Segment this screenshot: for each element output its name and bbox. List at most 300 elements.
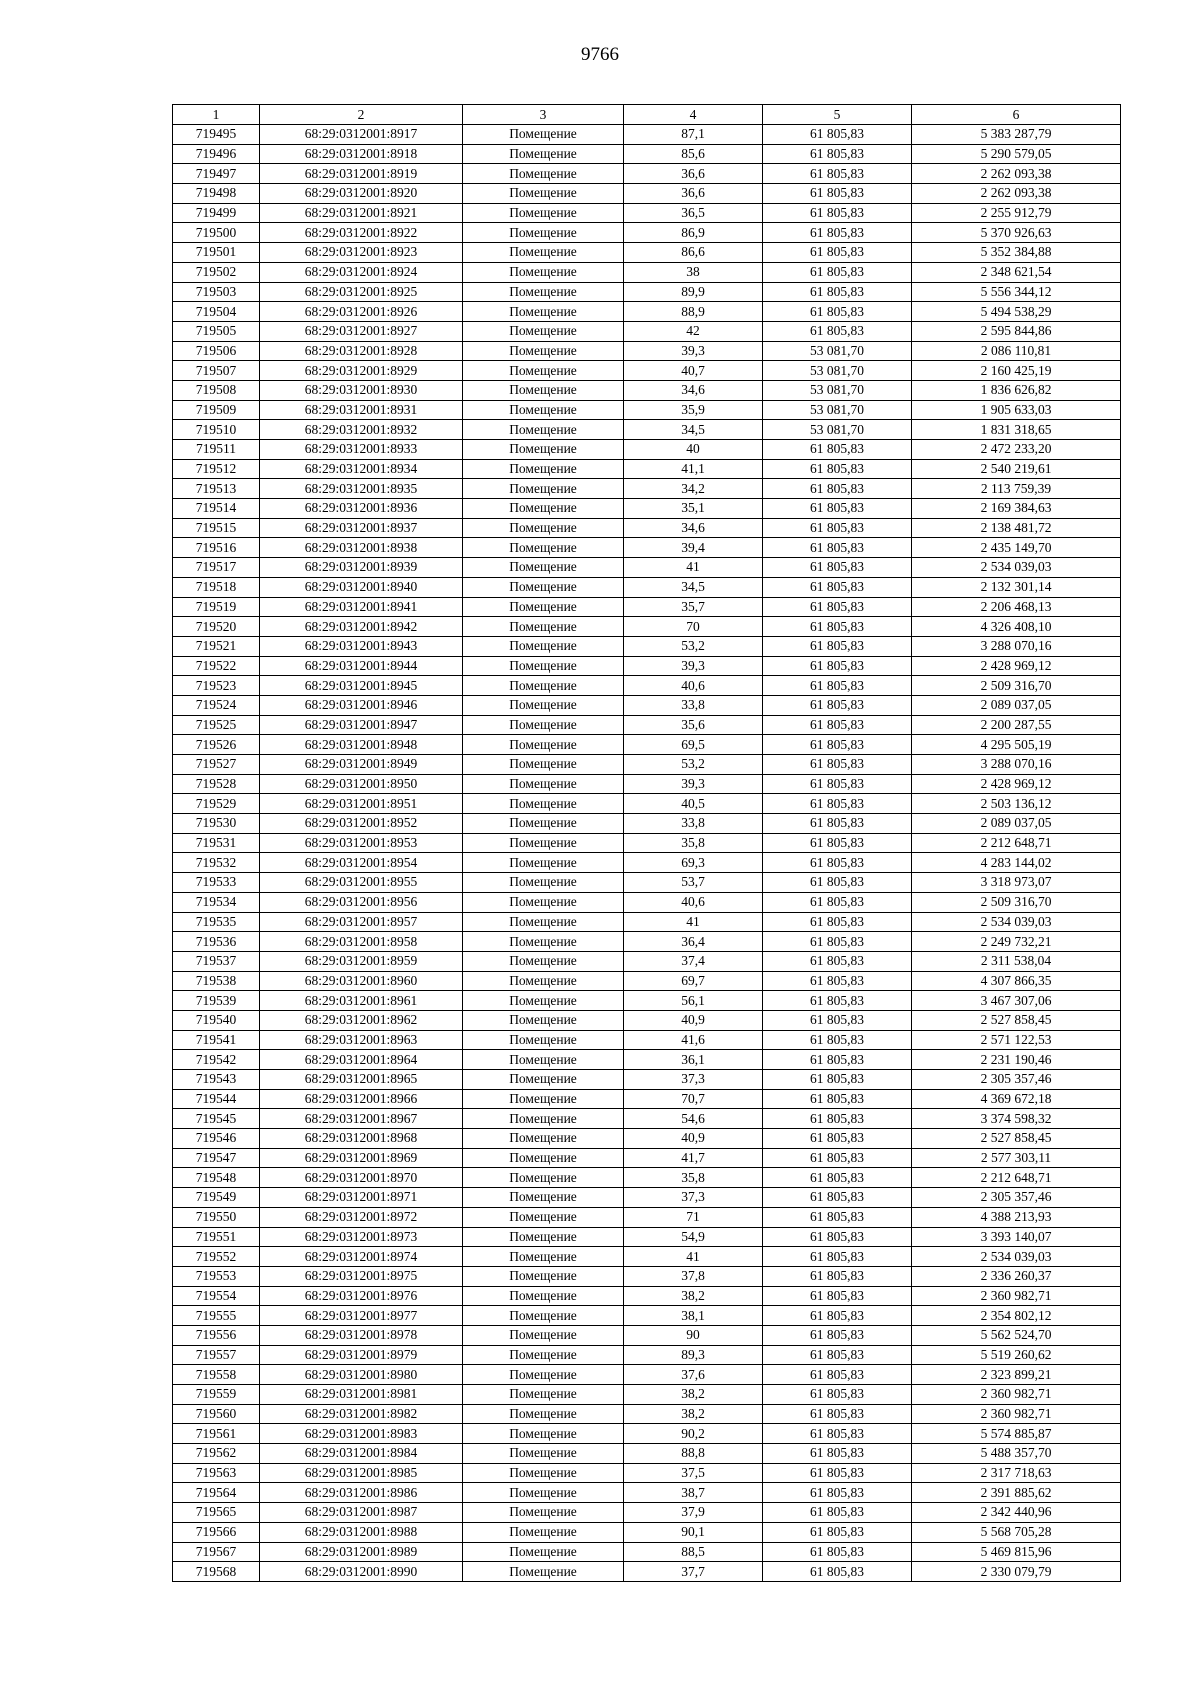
object-type-cell: Помещение bbox=[463, 420, 624, 440]
area-cell: 38,2 bbox=[624, 1286, 763, 1306]
cadastral-value-cell: 2 206 468,13 bbox=[912, 597, 1121, 617]
table-row bbox=[173, 1385, 1121, 1405]
table-row bbox=[173, 243, 1121, 263]
area-cell: 88,8 bbox=[624, 1444, 763, 1464]
table-row bbox=[173, 1286, 1121, 1306]
row-number-cell: 719551 bbox=[173, 1227, 260, 1247]
area-cell: 39,3 bbox=[624, 774, 763, 794]
cadastral-value-cell: 2 231 190,46 bbox=[912, 1050, 1121, 1070]
area-cell: 35,1 bbox=[624, 499, 763, 519]
table-row bbox=[173, 1325, 1121, 1345]
object-type-cell: Помещение bbox=[463, 695, 624, 715]
area-cell: 35,8 bbox=[624, 1168, 763, 1188]
area-cell: 89,3 bbox=[624, 1345, 763, 1365]
table-row bbox=[173, 735, 1121, 755]
cadastral-value-cell: 2 317 718,63 bbox=[912, 1463, 1121, 1483]
cadastral-value-cell: 2 354 802,12 bbox=[912, 1306, 1121, 1326]
cadastral-value-cell: 5 290 579,05 bbox=[912, 144, 1121, 164]
table-row bbox=[173, 499, 1121, 519]
cadastral-number-cell: 68:29:0312001:8971 bbox=[260, 1188, 463, 1208]
object-type-cell: Помещение bbox=[463, 558, 624, 578]
table-row bbox=[173, 1483, 1121, 1503]
cadastral-value-cell: 5 370 926,63 bbox=[912, 223, 1121, 243]
unit-value-cell: 61 805,83 bbox=[763, 164, 912, 184]
table-row bbox=[173, 676, 1121, 696]
area-cell: 38 bbox=[624, 262, 763, 282]
unit-value-cell: 61 805,83 bbox=[763, 1010, 912, 1030]
cadastral-value-cell: 2 132 301,14 bbox=[912, 577, 1121, 597]
object-type-cell: Помещение bbox=[463, 1562, 624, 1582]
unit-value-cell: 61 805,83 bbox=[763, 1266, 912, 1286]
cadastral-number-cell: 68:29:0312001:8918 bbox=[260, 144, 463, 164]
object-type-cell: Помещение bbox=[463, 1483, 624, 1503]
cadastral-value-cell: 2 503 136,12 bbox=[912, 794, 1121, 814]
object-type-cell: Помещение bbox=[463, 1129, 624, 1149]
cadastral-number-cell: 68:29:0312001:8945 bbox=[260, 676, 463, 696]
area-cell: 41 bbox=[624, 1247, 763, 1267]
row-number-cell: 719558 bbox=[173, 1365, 260, 1385]
unit-value-cell: 61 805,83 bbox=[763, 755, 912, 775]
table-row bbox=[173, 1207, 1121, 1227]
cadastral-value-cell: 3 288 070,16 bbox=[912, 755, 1121, 775]
row-number-cell: 719550 bbox=[173, 1207, 260, 1227]
table-row bbox=[173, 144, 1121, 164]
area-cell: 34,5 bbox=[624, 577, 763, 597]
row-number-cell: 719565 bbox=[173, 1503, 260, 1523]
table-row bbox=[173, 577, 1121, 597]
table-row bbox=[173, 991, 1121, 1011]
object-type-cell: Помещение bbox=[463, 282, 624, 302]
object-type-cell: Помещение bbox=[463, 1227, 624, 1247]
object-type-cell: Помещение bbox=[463, 125, 624, 145]
unit-value-cell: 61 805,83 bbox=[763, 1030, 912, 1050]
row-number-cell: 719559 bbox=[173, 1385, 260, 1405]
table-row bbox=[173, 755, 1121, 775]
table-row bbox=[173, 459, 1121, 479]
row-number-cell: 719502 bbox=[173, 262, 260, 282]
row-number-cell: 719496 bbox=[173, 144, 260, 164]
area-cell: 88,9 bbox=[624, 302, 763, 322]
table-row bbox=[173, 1148, 1121, 1168]
area-cell: 86,6 bbox=[624, 243, 763, 263]
table-row bbox=[173, 1070, 1121, 1090]
unit-value-cell: 61 805,83 bbox=[763, 1325, 912, 1345]
row-number-cell: 719537 bbox=[173, 951, 260, 971]
unit-value-cell: 61 805,83 bbox=[763, 1227, 912, 1247]
object-type-cell: Помещение bbox=[463, 1286, 624, 1306]
row-number-cell: 719513 bbox=[173, 479, 260, 499]
area-cell: 37,8 bbox=[624, 1266, 763, 1286]
cadastral-number-cell: 68:29:0312001:8967 bbox=[260, 1109, 463, 1129]
area-cell: 70,7 bbox=[624, 1089, 763, 1109]
row-number-cell: 719541 bbox=[173, 1030, 260, 1050]
unit-value-cell: 61 805,83 bbox=[763, 991, 912, 1011]
table-row bbox=[173, 380, 1121, 400]
cadastral-number-cell: 68:29:0312001:8966 bbox=[260, 1089, 463, 1109]
cadastral-value-cell: 4 369 672,18 bbox=[912, 1089, 1121, 1109]
cadastral-value-cell: 3 393 140,07 bbox=[912, 1227, 1121, 1247]
object-type-cell: Помещение bbox=[463, 951, 624, 971]
area-cell: 37,5 bbox=[624, 1463, 763, 1483]
cadastral-number-cell: 68:29:0312001:8933 bbox=[260, 440, 463, 460]
row-number-cell: 719499 bbox=[173, 203, 260, 223]
area-cell: 54,6 bbox=[624, 1109, 763, 1129]
cadastral-number-cell: 68:29:0312001:8928 bbox=[260, 341, 463, 361]
cadastral-number-cell: 68:29:0312001:8948 bbox=[260, 735, 463, 755]
unit-value-cell: 61 805,83 bbox=[763, 302, 912, 322]
cadastral-value-cell: 4 388 213,93 bbox=[912, 1207, 1121, 1227]
object-type-cell: Помещение bbox=[463, 1345, 624, 1365]
object-type-cell: Помещение bbox=[463, 1365, 624, 1385]
table-row bbox=[173, 361, 1121, 381]
row-number-cell: 719520 bbox=[173, 617, 260, 637]
cadastral-number-cell: 68:29:0312001:8957 bbox=[260, 912, 463, 932]
cadastral-number-cell: 68:29:0312001:8939 bbox=[260, 558, 463, 578]
unit-value-cell: 61 805,83 bbox=[763, 814, 912, 834]
cadastral-number-cell: 68:29:0312001:8988 bbox=[260, 1522, 463, 1542]
object-type-cell: Помещение bbox=[463, 262, 624, 282]
cadastral-number-cell: 68:29:0312001:8943 bbox=[260, 636, 463, 656]
object-type-cell: Помещение bbox=[463, 321, 624, 341]
table-body bbox=[173, 125, 1121, 1582]
unit-value-cell: 61 805,83 bbox=[763, 1522, 912, 1542]
table-row bbox=[173, 558, 1121, 578]
area-cell: 36,6 bbox=[624, 184, 763, 204]
cadastral-number-cell: 68:29:0312001:8960 bbox=[260, 971, 463, 991]
unit-value-cell: 61 805,83 bbox=[763, 518, 912, 538]
object-type-cell: Помещение bbox=[463, 361, 624, 381]
unit-value-cell: 61 805,83 bbox=[763, 203, 912, 223]
table-row bbox=[173, 1050, 1121, 1070]
unit-value-cell: 61 805,83 bbox=[763, 1385, 912, 1405]
area-cell: 71 bbox=[624, 1207, 763, 1227]
area-cell: 69,7 bbox=[624, 971, 763, 991]
area-cell: 69,5 bbox=[624, 735, 763, 755]
cadastral-value-cell: 5 469 815,96 bbox=[912, 1542, 1121, 1562]
cadastral-value-cell: 2 212 648,71 bbox=[912, 833, 1121, 853]
object-type-cell: Помещение bbox=[463, 715, 624, 735]
row-number-cell: 719507 bbox=[173, 361, 260, 381]
object-type-cell: Помещение bbox=[463, 1070, 624, 1090]
area-cell: 33,8 bbox=[624, 814, 763, 834]
table-row bbox=[173, 932, 1121, 952]
unit-value-cell: 61 805,83 bbox=[763, 656, 912, 676]
cadastral-value-cell: 1 905 633,03 bbox=[912, 400, 1121, 420]
cadastral-number-cell: 68:29:0312001:8976 bbox=[260, 1286, 463, 1306]
object-type-cell: Помещение bbox=[463, 302, 624, 322]
unit-value-cell: 61 805,83 bbox=[763, 125, 912, 145]
cadastral-number-cell: 68:29:0312001:8952 bbox=[260, 814, 463, 834]
table-row bbox=[173, 1463, 1121, 1483]
object-type-cell: Помещение bbox=[463, 380, 624, 400]
row-number-cell: 719524 bbox=[173, 695, 260, 715]
cadastral-number-cell: 68:29:0312001:8927 bbox=[260, 321, 463, 341]
object-type-cell: Помещение bbox=[463, 991, 624, 1011]
object-type-cell: Помещение bbox=[463, 794, 624, 814]
row-number-cell: 719554 bbox=[173, 1286, 260, 1306]
row-number-cell: 719533 bbox=[173, 873, 260, 893]
cadastral-number-cell: 68:29:0312001:8968 bbox=[260, 1129, 463, 1149]
area-cell: 53,2 bbox=[624, 755, 763, 775]
table-row bbox=[173, 814, 1121, 834]
object-type-cell: Помещение bbox=[463, 164, 624, 184]
object-type-cell: Помещение bbox=[463, 1207, 624, 1227]
table-row bbox=[173, 400, 1121, 420]
area-cell: 53,7 bbox=[624, 873, 763, 893]
area-cell: 90,1 bbox=[624, 1522, 763, 1542]
cadastral-value-cell: 2 391 885,62 bbox=[912, 1483, 1121, 1503]
table-row bbox=[173, 1522, 1121, 1542]
cadastral-number-cell: 68:29:0312001:8932 bbox=[260, 420, 463, 440]
unit-value-cell: 61 805,83 bbox=[763, 912, 912, 932]
unit-value-cell: 61 805,83 bbox=[763, 1542, 912, 1562]
row-number-cell: 719557 bbox=[173, 1345, 260, 1365]
cadastral-number-cell: 68:29:0312001:8944 bbox=[260, 656, 463, 676]
cadastral-number-cell: 68:29:0312001:8919 bbox=[260, 164, 463, 184]
cadastral-value-cell: 2 435 149,70 bbox=[912, 538, 1121, 558]
table-row bbox=[173, 597, 1121, 617]
table-row bbox=[173, 695, 1121, 715]
unit-value-cell: 61 805,83 bbox=[763, 597, 912, 617]
cadastral-value-cell: 5 568 705,28 bbox=[912, 1522, 1121, 1542]
row-number-cell: 719500 bbox=[173, 223, 260, 243]
object-type-cell: Помещение bbox=[463, 577, 624, 597]
object-type-cell: Помещение bbox=[463, 735, 624, 755]
table-row bbox=[173, 1404, 1121, 1424]
row-number-cell: 719535 bbox=[173, 912, 260, 932]
cadastral-number-cell: 68:29:0312001:8926 bbox=[260, 302, 463, 322]
row-number-cell: 719555 bbox=[173, 1306, 260, 1326]
cadastral-number-cell: 68:29:0312001:8972 bbox=[260, 1207, 463, 1227]
cadastral-number-cell: 68:29:0312001:8977 bbox=[260, 1306, 463, 1326]
unit-value-cell: 61 805,83 bbox=[763, 1109, 912, 1129]
unit-value-cell: 61 805,83 bbox=[763, 1365, 912, 1385]
object-type-cell: Помещение bbox=[463, 1385, 624, 1405]
area-cell: 90,2 bbox=[624, 1424, 763, 1444]
cadastral-value-cell: 2 169 384,63 bbox=[912, 499, 1121, 519]
table-row bbox=[173, 538, 1121, 558]
row-number-cell: 719506 bbox=[173, 341, 260, 361]
area-cell: 36,5 bbox=[624, 203, 763, 223]
cadastral-value-cell: 2 086 110,81 bbox=[912, 341, 1121, 361]
area-cell: 38,7 bbox=[624, 1483, 763, 1503]
object-type-cell: Помещение bbox=[463, 440, 624, 460]
object-type-cell: Помещение bbox=[463, 1247, 624, 1267]
area-cell: 33,8 bbox=[624, 695, 763, 715]
table-row bbox=[173, 1503, 1121, 1523]
cadastral-number-cell: 68:29:0312001:8917 bbox=[260, 125, 463, 145]
table-row bbox=[173, 1247, 1121, 1267]
area-cell: 35,8 bbox=[624, 833, 763, 853]
unit-value-cell: 61 805,83 bbox=[763, 282, 912, 302]
table-row bbox=[173, 1010, 1121, 1030]
cadastral-value-cell: 2 212 648,71 bbox=[912, 1168, 1121, 1188]
area-cell: 54,9 bbox=[624, 1227, 763, 1247]
column-header-6: 6 bbox=[912, 105, 1121, 125]
table-row bbox=[173, 774, 1121, 794]
cadastral-number-cell: 68:29:0312001:8955 bbox=[260, 873, 463, 893]
unit-value-cell: 61 805,83 bbox=[763, 479, 912, 499]
cadastral-value-cell: 2 089 037,05 bbox=[912, 695, 1121, 715]
table-row bbox=[173, 1030, 1121, 1050]
row-number-cell: 719561 bbox=[173, 1424, 260, 1444]
row-number-cell: 719527 bbox=[173, 755, 260, 775]
object-type-cell: Помещение bbox=[463, 1188, 624, 1208]
cadastral-number-cell: 68:29:0312001:8922 bbox=[260, 223, 463, 243]
column-header-3: 3 bbox=[463, 105, 624, 125]
cadastral-value-cell: 5 494 538,29 bbox=[912, 302, 1121, 322]
row-number-cell: 719544 bbox=[173, 1089, 260, 1109]
table-row bbox=[173, 1089, 1121, 1109]
cadastral-value-cell: 2 527 858,45 bbox=[912, 1129, 1121, 1149]
cadastral-value-cell: 2 360 982,71 bbox=[912, 1286, 1121, 1306]
cadastral-value-cell: 2 311 538,04 bbox=[912, 951, 1121, 971]
unit-value-cell: 53 081,70 bbox=[763, 380, 912, 400]
cadastral-value-cell: 2 262 093,38 bbox=[912, 184, 1121, 204]
table-row bbox=[173, 1188, 1121, 1208]
cadastral-number-cell: 68:29:0312001:8970 bbox=[260, 1168, 463, 1188]
unit-value-cell: 61 805,83 bbox=[763, 636, 912, 656]
object-type-cell: Помещение bbox=[463, 1306, 624, 1326]
column-header-4: 4 bbox=[624, 105, 763, 125]
area-cell: 37,3 bbox=[624, 1070, 763, 1090]
unit-value-cell: 61 805,83 bbox=[763, 1483, 912, 1503]
unit-value-cell: 61 805,83 bbox=[763, 951, 912, 971]
area-cell: 37,9 bbox=[624, 1503, 763, 1523]
unit-value-cell: 61 805,83 bbox=[763, 558, 912, 578]
unit-value-cell: 61 805,83 bbox=[763, 1503, 912, 1523]
area-cell: 41,7 bbox=[624, 1148, 763, 1168]
area-cell: 36,1 bbox=[624, 1050, 763, 1070]
cadastral-value-cell: 2 249 732,21 bbox=[912, 932, 1121, 952]
cadastral-number-cell: 68:29:0312001:8958 bbox=[260, 932, 463, 952]
unit-value-cell: 53 081,70 bbox=[763, 420, 912, 440]
cadastral-value-cell: 3 374 598,32 bbox=[912, 1109, 1121, 1129]
cadastral-number-cell: 68:29:0312001:8986 bbox=[260, 1483, 463, 1503]
cadastral-number-cell: 68:29:0312001:8930 bbox=[260, 380, 463, 400]
row-number-cell: 719563 bbox=[173, 1463, 260, 1483]
table-row bbox=[173, 518, 1121, 538]
cadastral-value-cell: 4 283 144,02 bbox=[912, 853, 1121, 873]
area-cell: 56,1 bbox=[624, 991, 763, 1011]
area-cell: 34,5 bbox=[624, 420, 763, 440]
object-type-cell: Помещение bbox=[463, 636, 624, 656]
table-row bbox=[173, 203, 1121, 223]
cadastral-value-cell: 5 574 885,87 bbox=[912, 1424, 1121, 1444]
unit-value-cell: 61 805,83 bbox=[763, 1404, 912, 1424]
object-type-cell: Помещение bbox=[463, 243, 624, 263]
table-header bbox=[173, 105, 1121, 125]
unit-value-cell: 61 805,83 bbox=[763, 321, 912, 341]
cadastral-value-cell: 2 305 357,46 bbox=[912, 1188, 1121, 1208]
cadastral-number-cell: 68:29:0312001:8981 bbox=[260, 1385, 463, 1405]
object-type-cell: Помещение bbox=[463, 144, 624, 164]
table-row bbox=[173, 282, 1121, 302]
table-row bbox=[173, 262, 1121, 282]
row-number-cell: 719511 bbox=[173, 440, 260, 460]
cadastral-value-cell: 2 428 969,12 bbox=[912, 774, 1121, 794]
row-number-cell: 719567 bbox=[173, 1542, 260, 1562]
unit-value-cell: 53 081,70 bbox=[763, 341, 912, 361]
cadastral-number-cell: 68:29:0312001:8980 bbox=[260, 1365, 463, 1385]
unit-value-cell: 61 805,83 bbox=[763, 1168, 912, 1188]
cadastral-value-cell: 2 360 982,71 bbox=[912, 1404, 1121, 1424]
object-type-cell: Помещение bbox=[463, 892, 624, 912]
object-type-cell: Помещение bbox=[463, 656, 624, 676]
unit-value-cell: 61 805,83 bbox=[763, 853, 912, 873]
row-number-cell: 719503 bbox=[173, 282, 260, 302]
object-type-cell: Помещение bbox=[463, 853, 624, 873]
unit-value-cell: 61 805,83 bbox=[763, 459, 912, 479]
cadastral-number-cell: 68:29:0312001:8964 bbox=[260, 1050, 463, 1070]
cadastral-number-cell: 68:29:0312001:8947 bbox=[260, 715, 463, 735]
unit-value-cell: 61 805,83 bbox=[763, 223, 912, 243]
object-type-cell: Помещение bbox=[463, 1424, 624, 1444]
registry-table bbox=[172, 104, 1121, 1582]
object-type-cell: Помещение bbox=[463, 1463, 624, 1483]
cadastral-number-cell: 68:29:0312001:8969 bbox=[260, 1148, 463, 1168]
unit-value-cell: 61 805,83 bbox=[763, 1148, 912, 1168]
area-cell: 38,2 bbox=[624, 1404, 763, 1424]
cadastral-number-cell: 68:29:0312001:8954 bbox=[260, 853, 463, 873]
row-number-cell: 719522 bbox=[173, 656, 260, 676]
area-cell: 39,3 bbox=[624, 341, 763, 361]
table-row bbox=[173, 1542, 1121, 1562]
cadastral-value-cell: 5 352 384,88 bbox=[912, 243, 1121, 263]
area-cell: 40,5 bbox=[624, 794, 763, 814]
area-cell: 40,9 bbox=[624, 1129, 763, 1149]
unit-value-cell: 53 081,70 bbox=[763, 400, 912, 420]
cadastral-value-cell: 2 138 481,72 bbox=[912, 518, 1121, 538]
cadastral-value-cell: 2 527 858,45 bbox=[912, 1010, 1121, 1030]
cadastral-number-cell: 68:29:0312001:8965 bbox=[260, 1070, 463, 1090]
row-number-cell: 719509 bbox=[173, 400, 260, 420]
table-row bbox=[173, 833, 1121, 853]
unit-value-cell: 61 805,83 bbox=[763, 1050, 912, 1070]
area-cell: 37,6 bbox=[624, 1365, 763, 1385]
table-row bbox=[173, 341, 1121, 361]
area-cell: 34,6 bbox=[624, 380, 763, 400]
cadastral-number-cell: 68:29:0312001:8961 bbox=[260, 991, 463, 1011]
cadastral-number-cell: 68:29:0312001:8934 bbox=[260, 459, 463, 479]
cadastral-value-cell: 2 323 899,21 bbox=[912, 1365, 1121, 1385]
object-type-cell: Помещение bbox=[463, 1168, 624, 1188]
unit-value-cell: 61 805,83 bbox=[763, 538, 912, 558]
cadastral-number-cell: 68:29:0312001:8978 bbox=[260, 1325, 463, 1345]
cadastral-number-cell: 68:29:0312001:8963 bbox=[260, 1030, 463, 1050]
table-row bbox=[173, 1129, 1121, 1149]
unit-value-cell: 61 805,83 bbox=[763, 1247, 912, 1267]
table-row bbox=[173, 302, 1121, 322]
unit-value-cell: 61 805,83 bbox=[763, 1562, 912, 1582]
cadastral-number-cell: 68:29:0312001:8929 bbox=[260, 361, 463, 381]
cadastral-number-cell: 68:29:0312001:8942 bbox=[260, 617, 463, 637]
area-cell: 40,6 bbox=[624, 892, 763, 912]
cadastral-value-cell: 2 113 759,39 bbox=[912, 479, 1121, 499]
object-type-cell: Помещение bbox=[463, 1050, 624, 1070]
row-number-cell: 719553 bbox=[173, 1266, 260, 1286]
cadastral-value-cell: 2 509 316,70 bbox=[912, 676, 1121, 696]
area-cell: 53,2 bbox=[624, 636, 763, 656]
cadastral-number-cell: 68:29:0312001:8925 bbox=[260, 282, 463, 302]
cadastral-value-cell: 2 428 969,12 bbox=[912, 656, 1121, 676]
cadastral-number-cell: 68:29:0312001:8953 bbox=[260, 833, 463, 853]
unit-value-cell: 61 805,83 bbox=[763, 1129, 912, 1149]
area-cell: 37,3 bbox=[624, 1188, 763, 1208]
cadastral-value-cell: 2 200 287,55 bbox=[912, 715, 1121, 735]
object-type-cell: Помещение bbox=[463, 755, 624, 775]
cadastral-value-cell: 2 330 079,79 bbox=[912, 1562, 1121, 1582]
